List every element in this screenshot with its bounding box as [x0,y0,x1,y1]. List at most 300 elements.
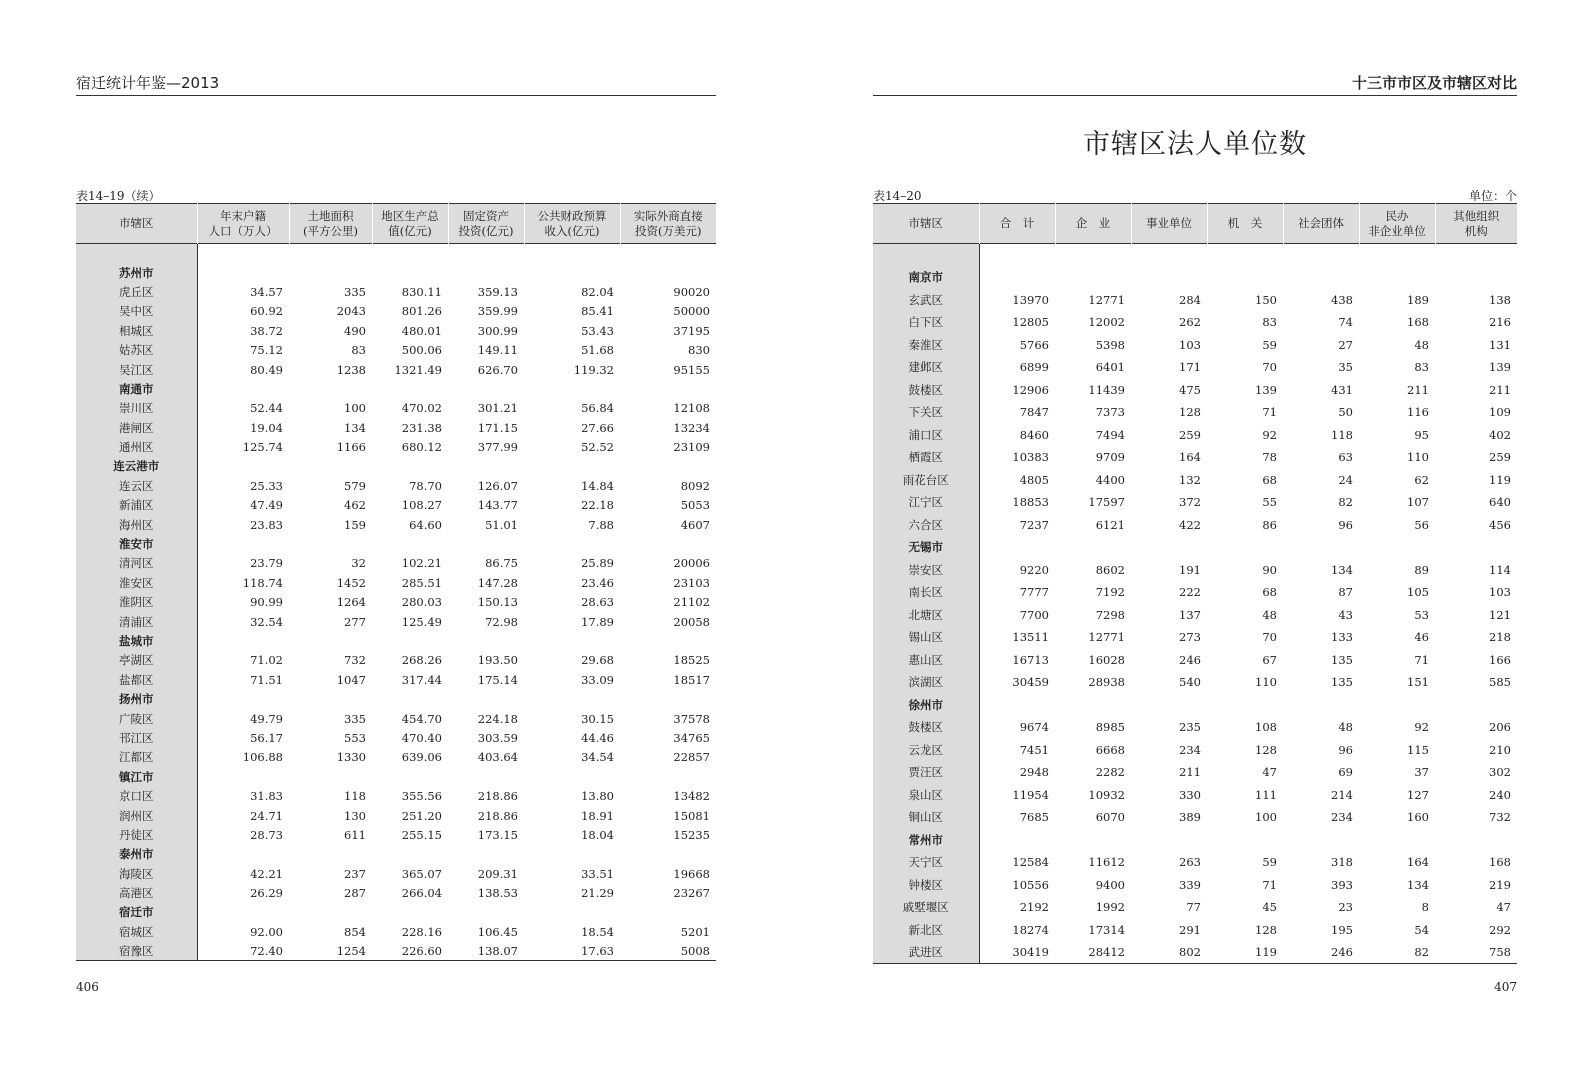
table-cell [979,829,1055,852]
table-row [76,786,716,805]
table-row [873,649,1517,672]
table-cell: 1254 [336,944,366,958]
table-cell: 31.83 [250,789,283,804]
column-header: 实际外商直接 投资(万美元) [620,204,716,244]
table-cell: 23.83 [250,517,283,532]
table-row [873,356,1517,379]
table-cell: 17314 [1088,922,1125,937]
table-cell [524,457,620,476]
column-header: 年末户籍 人口（万人） [197,204,289,244]
table-row [76,709,716,728]
district-name: 淮安区 [76,573,197,592]
table-cell [1055,536,1131,559]
table-cell: 64.60 [409,517,442,532]
table-cell: 11612 [1088,855,1125,870]
table-cell [1131,536,1207,559]
table-cell: 53 [1414,607,1429,622]
table-row [76,360,716,379]
city-row [76,534,716,553]
city-name: 南京市 [873,266,979,289]
table-cell: 301.21 [477,401,518,416]
table-cell: 28938 [1088,675,1125,690]
table-cell: 23 [1338,900,1353,915]
table-cell [372,767,448,786]
column-header: 地区生产总 值(亿元) [372,204,448,244]
table-cell: 171 [1179,360,1201,375]
table-cell [197,767,289,786]
table-cell [1207,694,1283,717]
district-name: 新北区 [873,919,979,942]
table-row [873,941,1517,964]
table-cell: 134 [1407,877,1429,892]
table-cell: 235 [1179,720,1201,735]
table-cell: 7777 [1019,585,1049,600]
table-cell: 37578 [673,711,710,726]
table-cell: 71 [1414,652,1429,667]
table-cell: 147.28 [477,575,518,590]
table-cell: 12108 [673,401,710,416]
table-row [76,942,716,961]
table-cell: 83 [351,343,366,358]
city-row [76,263,716,282]
table-cell: 680.12 [401,440,442,455]
table-cell: 830 [688,343,710,358]
table-cell: 12002 [1088,315,1125,330]
table-cell [197,457,289,476]
table-cell: 339 [1179,877,1201,892]
table-cell: 10932 [1088,787,1125,802]
table-cell [620,689,716,708]
table-cell: 255.15 [401,827,442,842]
table-cell [620,903,716,922]
city-row [76,379,716,398]
table-cell: 273 [1179,630,1201,645]
table-cell: 231.38 [401,420,442,435]
table-row [76,806,716,825]
table-row [76,922,716,941]
table-cell: 234 [1179,742,1201,757]
table-cell: 490 [344,323,366,338]
table-cell: 68 [1262,585,1277,600]
district-name: 虎丘区 [76,282,197,301]
district-name: 丹徒区 [76,825,197,844]
table-cell: 166 [1489,652,1511,667]
city-row [76,631,716,650]
table-cell [1207,536,1283,559]
table-cell: 211 [1407,382,1429,397]
table-cell: 71 [1262,405,1277,420]
table-row [873,626,1517,649]
table-cell: 48 [1414,337,1429,352]
table-cell: 24 [1338,472,1353,487]
table-cell: 139 [1255,382,1277,397]
table-cell: 1166 [336,440,366,455]
table-cell: 372 [1179,495,1201,510]
table-cell: 12906 [1012,382,1049,397]
table-cell: 5766 [1019,337,1049,352]
table-cell: 218.86 [477,789,518,804]
table-cell: 1264 [336,595,366,610]
city-row [873,694,1517,717]
table-cell [1131,266,1207,289]
table-cell: 118 [1331,427,1353,442]
city-name: 常州市 [873,829,979,852]
table-cell: 335 [344,284,366,299]
column-header: 市辖区 [119,216,154,230]
table-cell: 78 [1262,450,1277,465]
table-cell: 138.53 [477,886,518,901]
table-cell: 19668 [673,866,710,881]
district-name: 通州区 [76,437,197,456]
table-cell: 7494 [1095,427,1125,442]
table-cell: 9709 [1095,450,1125,465]
table-cell: 86 [1262,517,1277,532]
table-cell: 90 [1262,562,1277,577]
table-cell: 393 [1331,877,1353,892]
table-row [873,716,1517,739]
table-cell: 18274 [1012,922,1049,937]
table-cell: 23.79 [250,556,283,571]
city-row [76,767,716,786]
table-cell: 70 [1262,360,1277,375]
table-cell: 640 [1489,495,1511,510]
table-cell: 60.92 [250,304,283,319]
table-cell: 18517 [673,672,710,687]
table-cell: 138.07 [477,944,518,958]
district-stats-table [76,203,716,961]
table-cell: 30419 [1012,945,1049,959]
table-cell: 12805 [1012,315,1049,330]
table-cell: 12771 [1088,630,1125,645]
table-cell [197,263,289,282]
table-cell [620,767,716,786]
table-cell: 1321.49 [394,362,442,377]
table-cell: 70 [1262,630,1277,645]
table-cell: 118.74 [242,575,283,590]
district-name: 玄武区 [873,289,979,312]
table-cell: 67 [1262,652,1277,667]
city-row [76,689,716,708]
table-cell [289,534,372,553]
table-cell: 135 [1331,675,1353,690]
table-row [873,739,1517,762]
table-cell: 62 [1414,472,1429,487]
table-row [873,289,1517,312]
column-header: 机 关 [1207,204,1283,244]
column-header: 民办 非企业单位 [1359,204,1435,244]
table-cell: 7298 [1095,607,1125,622]
city-name: 南通市 [76,379,197,398]
table-row [76,748,716,767]
district-name: 宿豫区 [76,942,197,961]
table-cell: 125.49 [401,614,442,629]
table-cell: 6070 [1095,810,1125,825]
table-cell [448,534,524,553]
table-cell: 19.04 [250,420,283,435]
table-cell: 318 [1331,855,1353,870]
table-cell: 37195 [673,323,710,338]
table-cell: 30459 [1012,675,1049,690]
table-cell: 83 [1262,315,1277,330]
table-cell [1359,536,1435,559]
table-cell [448,631,524,650]
table-cell: 17.89 [581,614,614,629]
table-cell: 456 [1489,517,1511,532]
table-cell: 234 [1331,810,1353,825]
district-name: 铜山区 [873,806,979,829]
table-cell: 303.59 [477,730,518,745]
table-cell: 330 [1179,787,1201,802]
table-cell: 24.71 [250,808,283,823]
table-row [873,896,1517,919]
table-cell: 13.80 [581,789,614,804]
table-cell: 377.99 [477,440,518,455]
city-name: 苏州市 [76,263,197,282]
table-cell: 579 [344,478,366,493]
right-page [873,0,1517,1077]
city-row [873,266,1517,289]
district-name: 港闸区 [76,418,197,437]
table-cell [289,263,372,282]
table-cell: 611 [344,827,366,842]
table-cell [372,379,448,398]
table-cell: 54 [1414,922,1429,937]
table-cell: 44.46 [581,730,614,745]
table-cell: 7700 [1019,607,1049,622]
table-cell: 86.75 [485,556,518,571]
table-cell: 74 [1338,315,1353,330]
city-name: 徐州市 [873,694,979,717]
district-name: 江都区 [76,748,197,767]
table-cell [1055,694,1131,717]
table-cell: 150.13 [477,595,518,610]
table-cell: 32 [351,556,366,571]
table-cell: 7192 [1095,585,1125,600]
district-name: 姑苏区 [76,340,197,359]
table-header-row [76,204,716,244]
table-cell: 52.44 [250,401,283,416]
district-name: 鼓楼区 [873,379,979,402]
district-name: 吴江区 [76,360,197,379]
table-cell [289,457,372,476]
district-name: 新浦区 [76,496,197,515]
table-cell [1283,536,1359,559]
table-row [76,340,716,359]
table-cell: 33.09 [581,672,614,687]
table-cell [1435,829,1517,852]
table-cell: 92 [1414,720,1429,735]
table-cell: 206 [1489,720,1511,735]
table-row [76,321,716,340]
table-cell: 119 [1255,945,1277,959]
table-cell: 21102 [673,595,710,610]
table-cell: 18.04 [581,827,614,842]
table-cell: 50000 [673,304,710,319]
table-cell: 758 [1489,945,1511,959]
table-cell: 108 [1255,720,1277,735]
table-cell [1359,266,1435,289]
table-cell: 218.86 [477,808,518,823]
table-cell: 6899 [1019,360,1049,375]
city-name: 宿迁市 [76,903,197,922]
table-cell [620,457,716,476]
city-name: 泰州市 [76,845,197,864]
table-cell: 133 [1331,630,1353,645]
table-cell: 28.73 [250,827,283,842]
table-cell: 42.21 [250,866,283,881]
table-cell [197,534,289,553]
table-cell: 138 [1489,292,1511,307]
table-cell: 2282 [1095,765,1125,780]
district-name: 雨花台区 [873,469,979,492]
table-cell: 35 [1338,360,1353,375]
table-cell: 2043 [336,304,366,319]
table-cell: 454.70 [401,711,442,726]
table-cell: 500.06 [401,343,442,358]
district-name: 秦淮区 [873,334,979,357]
table-cell: 237 [344,866,366,881]
table-cell: 277 [344,614,366,629]
table-cell: 59 [1262,855,1277,870]
table-cell: 159 [344,517,366,532]
table-cell: 214 [1331,787,1353,802]
table-row [76,399,716,418]
table-cell: 48 [1262,607,1277,622]
table-cell: 33.51 [581,866,614,881]
table-cell: 168 [1489,855,1511,870]
table-cell: 854 [344,924,366,939]
table-cell [289,379,372,398]
table-row [76,515,716,534]
table-cell: 6121 [1095,517,1125,532]
district-name: 戚墅堰区 [873,896,979,919]
district-name: 高港区 [76,883,197,902]
table-cell: 365.07 [401,866,442,881]
table-cell: 14.84 [581,478,614,493]
table-cell [289,903,372,922]
table-cell: 359.13 [477,284,518,299]
table-title: 市辖区法人单位数 [1083,129,1307,160]
table-row [76,670,716,689]
table-cell: 284 [1179,292,1201,307]
table-cell: 5398 [1095,337,1125,352]
table-cell: 626.70 [477,362,518,377]
column-header: 事业单位 [1131,204,1207,244]
table-cell: 193.50 [477,653,518,668]
table-cell: 246 [1179,652,1201,667]
table-cell: 96 [1338,517,1353,532]
table-cell: 164 [1179,450,1201,465]
table-cell: 18.54 [581,924,614,939]
table-cell: 173.15 [477,827,518,842]
table-cell [524,631,620,650]
table-cell: 8985 [1095,720,1125,735]
table-cell: 300.99 [477,323,518,338]
table-cell: 131 [1489,337,1511,352]
table-cell: 15235 [673,827,710,842]
table-row [873,919,1517,942]
table-cell: 22.18 [581,498,614,513]
table-cell: 59 [1262,337,1277,352]
table-cell: 12771 [1088,292,1125,307]
table-cell: 51.68 [581,343,614,358]
table-row [873,784,1517,807]
table-cell [372,534,448,553]
table-cell: 10383 [1012,450,1049,465]
table-cell: 438 [1331,292,1353,307]
table-row [76,437,716,456]
table-cell: 75.12 [250,343,283,358]
table-cell: 92.00 [250,924,283,939]
table-cell: 402 [1489,427,1511,442]
table-cell: 13482 [673,789,710,804]
city-row [76,845,716,864]
column-header: 固定资产 投资(亿元) [448,204,524,244]
table-cell [620,845,716,864]
table-cell: 90.99 [250,595,283,610]
district-name: 广陵区 [76,709,197,728]
table-cell: 105 [1407,585,1429,600]
table-cell: 23.46 [581,575,614,590]
table-cell [979,266,1055,289]
table-row [873,514,1517,537]
table-cell [372,457,448,476]
city-name: 扬州市 [76,689,197,708]
table-cell [197,631,289,650]
table-cell [448,379,524,398]
table-cell: 77 [1186,900,1201,915]
table-cell: 18525 [673,653,710,668]
district-name: 栖霞区 [873,446,979,469]
table-cell [289,631,372,650]
table-row [76,612,716,631]
table-cell: 30.15 [581,711,614,726]
table-cell: 422 [1179,517,1201,532]
city-name: 连云港市 [76,457,197,476]
table-cell: 135 [1331,652,1353,667]
table-cell: 118 [344,789,366,804]
table-cell: 287 [344,886,366,901]
table-cell: 128 [1255,922,1277,937]
table-cell: 228.16 [401,924,442,939]
table-cell [1435,694,1517,717]
table-cell [289,767,372,786]
district-name: 武进区 [873,941,979,964]
table-row [873,379,1517,402]
table-row [76,864,716,883]
table-cell: 25.89 [581,556,614,571]
table-cell: 151 [1407,675,1429,690]
district-name: 六合区 [873,514,979,537]
district-name: 锡山区 [873,626,979,649]
table-cell: 100 [1255,810,1277,825]
district-name: 连云区 [76,476,197,495]
table-cell: 7237 [1019,517,1049,532]
table-cell: 130 [344,808,366,823]
table-cell: 139 [1489,360,1511,375]
table-cell [1207,266,1283,289]
table-cell [448,457,524,476]
table-row [76,825,716,844]
district-name: 崇川区 [76,399,197,418]
city-row [76,903,716,922]
table-cell: 8092 [680,478,710,493]
table-cell: 5201 [680,924,710,939]
table-cell [1055,266,1131,289]
table-cell [524,845,620,864]
table-cell [372,903,448,922]
table-cell: 246 [1331,945,1353,959]
